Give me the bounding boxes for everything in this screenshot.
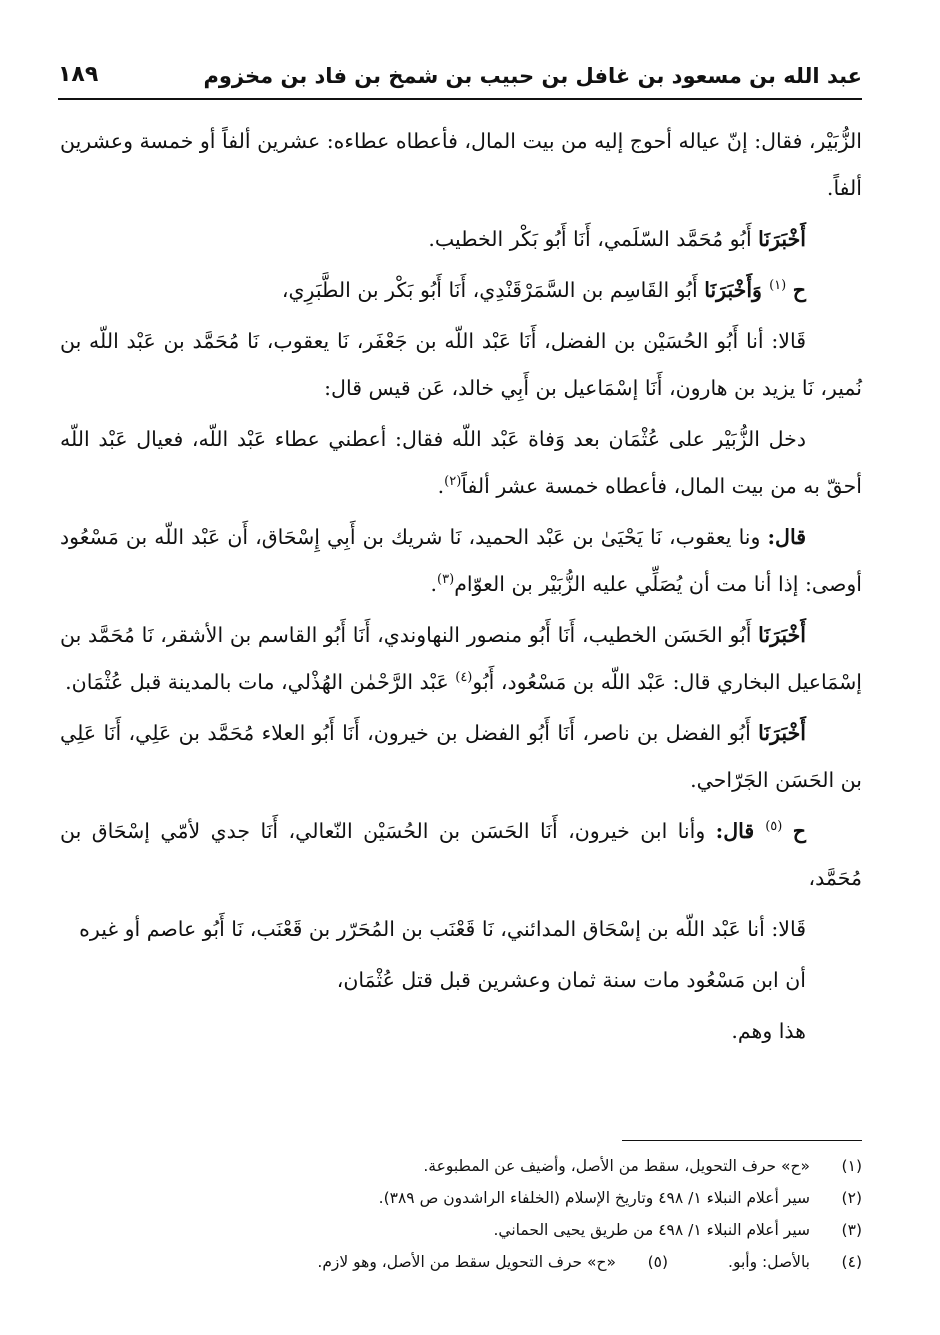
paragraph: أَخْبَرَنَا أَبُو الفضل بن ناصر، أَنَا أَبُو الفضل بن خيرون، أَنَا أَبُو العلاء مُحَمَّد بن عَلِي، أَنَا عَلِي بن الحَسَن الجَرّاحي. (60, 721, 862, 792)
footnote (60, 1214, 862, 1246)
footnote-number: (٥) (647, 1253, 669, 1271)
footnote (60, 1246, 862, 1278)
footnote (60, 1150, 862, 1182)
footnote-number: (٤) (841, 1253, 862, 1271)
page-header (58, 58, 862, 100)
paragraph: ح $^{(١)}$ وَأَخْبَرَنَا أَبُو القَاسِم بن السَّمَرْقَنْدِي، أَنَا أَبُو بَكْر بن الطَّبَرِي، (281, 278, 806, 302)
paragraph: قَالا: أنا عَبْد اللّه بن إسْحَاق المدائني، نَا قَعْنَب بن المُحَرّر بن قَعْنَب، نَا أَبُو عاصم أو غيره (79, 917, 806, 941)
footnote-ref: (١) (769, 278, 787, 294)
footnote-number: (٣) (841, 1221, 862, 1239)
paragraph: ح $^{(٥)}$ قال: وأنا ابن خيرون، أَنَا الحَسَن بن الحُسَيْن النّعالي، أَنَا جدي لأمّي إسْحَاق بن مُحَمَّد، (60, 819, 862, 890)
paragraph: أن ابن مَسْعُود مات سنة ثمان وعشرين قبل قتل عُثْمَان، (336, 968, 806, 992)
isnad-keyword: أَخْبَرَنَا (758, 227, 806, 251)
footnote-text: «ح» حرف التحويل سقط من الأصل، وهو لازم. (317, 1253, 617, 1271)
isnad-keyword: قال: (715, 819, 766, 843)
isnad-keyword: أَخْبَرَنَا (758, 623, 806, 647)
isnad-keyword: قال: (767, 525, 806, 549)
footnote-text: بالأصل: وأبو. (728, 1253, 810, 1271)
footnote-text: «ح» حرف التحويل، سقط من الأصل، وأضيف عن المطبوعة. (423, 1157, 810, 1175)
footnote-number: (٢) (841, 1189, 862, 1207)
footnotes (60, 1150, 862, 1278)
isnad-keyword: أَخْبَرَنَا (758, 721, 806, 745)
footnote-ref: (٥) (765, 819, 783, 835)
paragraph: دخل الزُّبَيْر على عُثْمَان بعد وَفاة عَبْد اللّه فقال: أعطني عطاء عَبْد اللّه، فعيال عَبْد اللّه أحقّ به من بيت المال، فأعطاه خمسة عشر ألفاً$^{(٢)}$. (60, 427, 862, 498)
running-title: عبد الله بن مسعود بن غافل بن حبيب بن شمخ بن فاد بن مخزوم (203, 64, 862, 88)
paragraph: قَالا: أنا أَبُو الحُسَيْن بن الفضل، أَنَا عَبْد اللّه بن جَعْفَر، نَا يعقوب، نَا مُحَمَّد بن عَبْد اللّه بن نُمير، نَا يزيد بن هارون، أَنَا إسْمَاعيل بن أَبِي خالد، عَن قيس قال: (60, 329, 862, 400)
isnad-keyword: وَأَخْبَرَنَا (704, 278, 770, 302)
paragraph: هذا وهم. (731, 1019, 806, 1043)
tahwil-mark: ح (792, 819, 806, 843)
footnote-text: سير أعلام النبلاء ١/ ٤٩٨ وتاريخ الإسلام (الخلفاء الراشدون ص ٣٨٩). (378, 1189, 810, 1207)
footnote (60, 1182, 862, 1214)
footnote-ref: (٤) (455, 670, 473, 686)
tahwil-mark: ح (792, 278, 806, 302)
paragraph: أَخْبَرَنَا أَبُو الحَسَن الخطيب، أَنَا أَبُو منصور النهاوندي، أَنَا أَبُو القاسم بن الأشقر، نَا مُحَمَّد بن إسْمَاعيل البخاري قال: عَبْد اللّه بن مَسْعُود، أَبُو$^{(٤)}$ عَبْد الرَّحْمٰن الهُذْلي، مات بالمدينة قبل عُثْمَان. (60, 623, 862, 694)
footnote-divider (622, 1140, 862, 1141)
paragraph: قال: ونا يعقوب، نَا يَحْيَىٰ بن عَبْد الحميد، نَا شريك بن أَبِي إِسْحَاق، أَن عَبْد اللّه بن مَسْعُود أوصى: إذا أنا مت أن يُصَلِّي عليه الزُّبَيْر بن العوّام$^{(٣)}$. (60, 525, 862, 596)
paragraph: أَخْبَرَنَا أَبُو مُحَمَّد السّلَمي، أَنَا أَبُو بَكْر الخطيب. (428, 227, 806, 251)
footnote-number: (١) (841, 1157, 862, 1175)
footnote-ref: (٢) (444, 474, 462, 490)
paragraph: الزُّبَيْر، فقال: إنّ عياله أحوج إليه من بيت المال، فأعطاه عطاءه: عشرين ألفاً أو خمسة وعشرين ألفاً. (60, 129, 862, 200)
page-number: ١٨٩ (58, 62, 99, 87)
footnote-ref: (٣) (437, 572, 455, 588)
main-text (60, 118, 862, 1059)
footnote-text: سير أعلام النبلاء ١/ ٤٩٨ من طريق يحيى الحماني. (493, 1221, 810, 1239)
